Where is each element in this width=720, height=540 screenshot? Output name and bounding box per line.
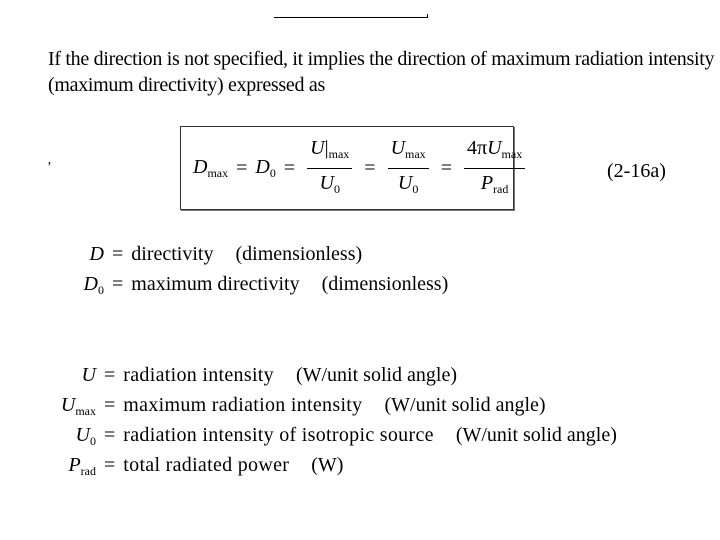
definition-unit: (dimensionless) [235,243,363,265]
eq-equals-2: = [283,156,296,179]
directivity-equation-box [180,126,523,210]
directivity-equation [193,137,529,199]
definition-text: radiation intensity [123,364,274,386]
definition-text: maximum directivity [131,273,300,295]
definition-text: directivity [131,243,214,265]
equation-number: (2-16a) [607,160,666,182]
definition-symbol: U [60,394,76,416]
directivity-definitions [60,242,448,302]
definition-symbol: U [75,424,90,446]
definition-unit: (W/unit solid angle) [295,364,458,386]
definition-row: U = radiation intensity (W/unit solid angle) [81,364,458,386]
definition-unit: (W/unit solid angle) [384,394,546,416]
definition-symbol: U [81,364,96,386]
top-rule [274,17,428,18]
eq-equals-4: = [440,156,452,179]
eq-d0: $D_0$ [255,155,276,180]
definition-row: $P_{rad}$ = total radiated power (W) [68,454,344,478]
eq-fraction-2: $\frac{U_{max}}{U_0}$ [388,136,429,201]
definition-symbol: D [83,273,98,295]
intensity-definitions [40,363,617,483]
eq-fraction-3: $\frac{4\pi U_{max}}{P_{rad}}$ [464,136,525,201]
definition-row: $U_0$ = radiation intensity of isotropic source (W/unit solid angle) [75,424,617,448]
definition-unit: (dimensionless) [321,273,449,295]
definition-unit: (W) [311,454,344,476]
definition-unit: (W/unit solid angle) [455,424,617,446]
definition-row: D = directivity (dimensionless) [89,243,363,265]
definition-symbol: D [89,243,104,265]
stray-mark: ʼ [47,160,52,175]
eq-fraction-1: $\frac{U|_{max}}{U_0}$ [307,136,352,201]
eq-equals-3: = [364,156,376,179]
intro-paragraph [48,46,715,98]
definition-text: total radiated power [123,454,290,476]
definition-row: $D_0$ = maximum directivity (dimensionless) [83,273,449,297]
definition-text: radiation intensity of isotropic source [123,424,434,446]
definition-text: maximum radiation intensity [123,394,363,416]
intro-line-2: (maximum directivity) expressed as [48,74,325,96]
eq-equals-1: = [236,156,248,179]
definition-row: $U_{max}$ = maximum radiation intensity (W/unit solid angle) [60,394,546,418]
intro-line-1: If the direction is not specified, it implies the direction of maximum radiation intensity [48,48,715,70]
eq-lhs: $D_{max}$ [193,155,229,180]
definition-symbol: P [68,454,81,476]
